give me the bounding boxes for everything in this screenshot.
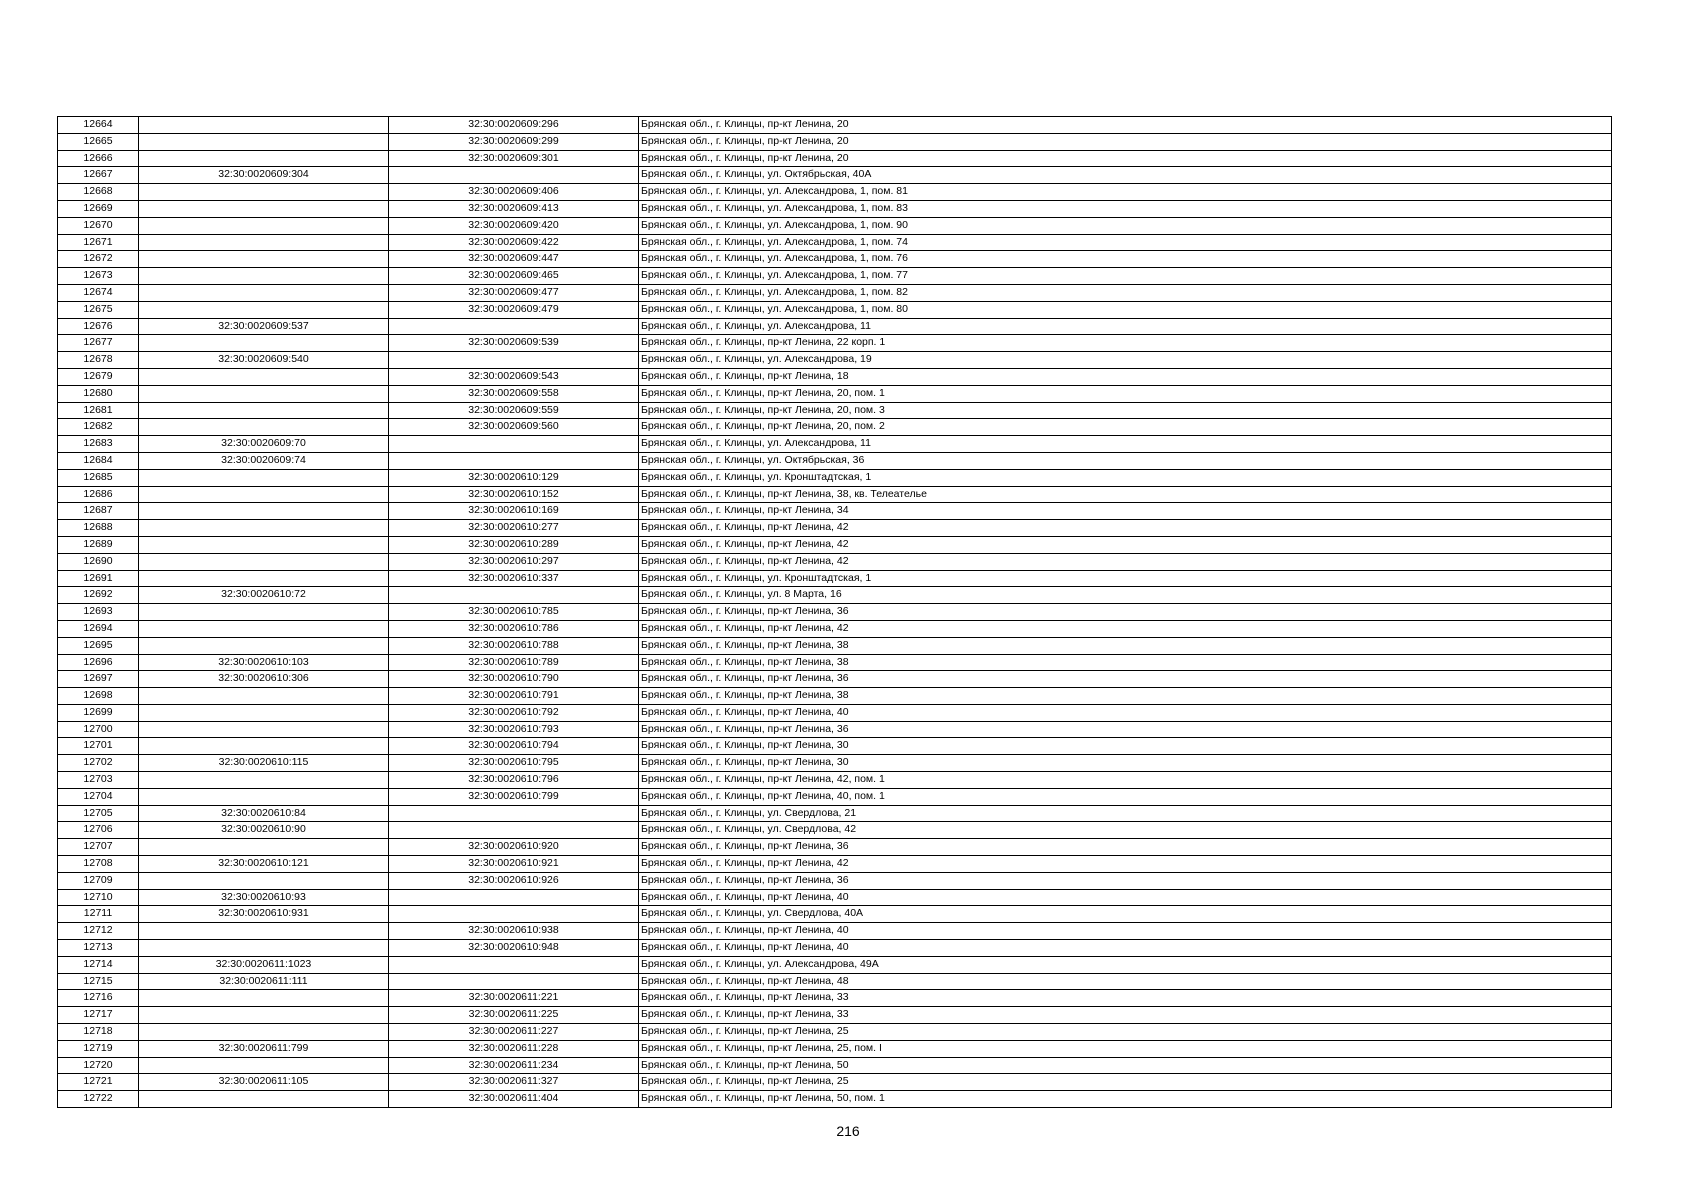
cadastral-number-cell: 32:30:0020610:121 [139,856,389,873]
cadastral-number-cell: 32:30:0020609:74 [139,452,389,469]
row-number-cell: 12679 [58,368,139,385]
related-cadastral-cell [389,318,639,335]
cadastral-number-cell [139,486,389,503]
table-row [58,352,1612,369]
table-row [58,1040,1612,1057]
row-number-cell: 12668 [58,184,139,201]
row-number-cell: 12688 [58,520,139,537]
address-cell: Брянская обл., г. Клинцы, пр-кт Ленина, 38 [639,688,1612,705]
related-cadastral-cell: 32:30:0020610:277 [389,520,639,537]
row-number-cell: 12689 [58,536,139,553]
address-cell: Брянская обл., г. Клинцы, пр-кт Ленина, 33 [639,1007,1612,1024]
address-cell: Брянская обл., г. Клинцы, пр-кт Ленина, 42 [639,620,1612,637]
related-cadastral-cell [389,352,639,369]
table-row [58,436,1612,453]
table-row [58,570,1612,587]
related-cadastral-cell: 32:30:0020609:465 [389,268,639,285]
address-cell: Брянская обл., г. Клинцы, пр-кт Ленина, 42, пом. 1 [639,772,1612,789]
cadastral-number-cell: 32:30:0020610:115 [139,755,389,772]
table-row [58,536,1612,553]
cadastral-number-cell [139,402,389,419]
table-row [58,335,1612,352]
row-number-cell: 12693 [58,604,139,621]
row-number-cell: 12665 [58,133,139,150]
table-row [58,553,1612,570]
address-cell: Брянская обл., г. Клинцы, пр-кт Ленина, 20, пом. 3 [639,402,1612,419]
address-cell: Брянская обл., г. Клинцы, пр-кт Ленина, 30 [639,755,1612,772]
table-row [58,788,1612,805]
row-number-cell: 12712 [58,923,139,940]
related-cadastral-cell: 32:30:0020609:559 [389,402,639,419]
related-cadastral-cell: 32:30:0020610:948 [389,940,639,957]
cadastral-number-cell: 32:30:0020610:103 [139,654,389,671]
address-cell: Брянская обл., г. Клинцы, ул. Александрова, 1, пом. 76 [639,251,1612,268]
address-cell: Брянская обл., г. Клинцы, пр-кт Ленина, 38 [639,654,1612,671]
table-row [58,688,1612,705]
cadastral-number-cell [139,923,389,940]
table-row [58,654,1612,671]
row-number-cell: 12721 [58,1074,139,1091]
table-row [58,889,1612,906]
address-cell: Брянская обл., г. Клинцы, пр-кт Ленина, 40 [639,704,1612,721]
address-cell: Брянская обл., г. Клинцы, ул. Свердлова, 42 [639,822,1612,839]
cadastral-number-cell [139,200,389,217]
cadastral-number-cell [139,872,389,889]
table-row [58,520,1612,537]
table-row [58,402,1612,419]
address-cell: Брянская обл., г. Клинцы, пр-кт Ленина, 36 [639,839,1612,856]
table-row [58,772,1612,789]
table-row [58,704,1612,721]
address-cell: Брянская обл., г. Клинцы, ул. Кронштадтская, 1 [639,469,1612,486]
address-cell: Брянская обл., г. Клинцы, пр-кт Ленина, 20 [639,117,1612,134]
table-row [58,150,1612,167]
related-cadastral-cell: 32:30:0020610:789 [389,654,639,671]
related-cadastral-cell: 32:30:0020609:560 [389,419,639,436]
table-row [58,368,1612,385]
related-cadastral-cell: 32:30:0020610:790 [389,671,639,688]
table-row [58,268,1612,285]
cadastral-table [57,116,1612,1108]
row-number-cell: 12678 [58,352,139,369]
table-row [58,1091,1612,1108]
table-row [58,671,1612,688]
table-row [58,956,1612,973]
table-row [58,486,1612,503]
table-row [58,1074,1612,1091]
address-cell: Брянская обл., г. Клинцы, пр-кт Ленина, 30 [639,738,1612,755]
row-number-cell: 12702 [58,755,139,772]
related-cadastral-cell: 32:30:0020610:921 [389,856,639,873]
row-number-cell: 12681 [58,402,139,419]
address-cell: Брянская обл., г. Клинцы, пр-кт Ленина, 38 [639,637,1612,654]
address-cell: Брянская обл., г. Клинцы, ул. Александрова, 11 [639,436,1612,453]
table-row [58,167,1612,184]
cadastral-number-cell: 32:30:0020610:90 [139,822,389,839]
row-number-cell: 12676 [58,318,139,335]
address-cell: Брянская обл., г. Клинцы, пр-кт Ленина, 40 [639,889,1612,906]
row-number-cell: 12717 [58,1007,139,1024]
table-row [58,872,1612,889]
table-row [58,839,1612,856]
related-cadastral-cell: 32:30:0020610:791 [389,688,639,705]
table-row [58,587,1612,604]
cadastral-number-cell [139,1091,389,1108]
row-number-cell: 12684 [58,452,139,469]
row-number-cell: 12718 [58,1024,139,1041]
cadastral-number-cell: 32:30:0020610:84 [139,805,389,822]
row-number-cell: 12698 [58,688,139,705]
table-row [58,251,1612,268]
related-cadastral-cell: 32:30:0020611:221 [389,990,639,1007]
cadastral-number-cell [139,1024,389,1041]
address-cell: Брянская обл., г. Клинцы, пр-кт Ленина, 42 [639,856,1612,873]
address-cell: Брянская обл., г. Клинцы, ул. Александрова, 1, пом. 81 [639,184,1612,201]
address-cell: Брянская обл., г. Клинцы, ул. Александрова, 1, пом. 82 [639,284,1612,301]
address-cell: Брянская обл., г. Клинцы, пр-кт Ленина, 40, пом. 1 [639,788,1612,805]
table-row [58,133,1612,150]
row-number-cell: 12697 [58,671,139,688]
cadastral-number-cell [139,570,389,587]
address-cell: Брянская обл., г. Клинцы, ул. Свердлова, 21 [639,805,1612,822]
related-cadastral-cell: 32:30:0020609:477 [389,284,639,301]
address-cell: Брянская обл., г. Клинцы, пр-кт Ленина, 50 [639,1057,1612,1074]
cadastral-number-cell [139,553,389,570]
row-number-cell: 12715 [58,973,139,990]
table-row [58,117,1612,134]
cadastral-number-cell [139,335,389,352]
address-cell: Брянская обл., г. Клинцы, ул. Александрова, 49А [639,956,1612,973]
table-row [58,284,1612,301]
table-row [58,1057,1612,1074]
related-cadastral-cell: 32:30:0020609:413 [389,200,639,217]
related-cadastral-cell: 32:30:0020610:792 [389,704,639,721]
cadastral-number-cell [139,503,389,520]
related-cadastral-cell [389,889,639,906]
address-cell: Брянская обл., г. Клинцы, ул. Александрова, 1, пом. 90 [639,217,1612,234]
related-cadastral-cell: 32:30:0020609:420 [389,217,639,234]
related-cadastral-cell: 32:30:0020611:225 [389,1007,639,1024]
related-cadastral-cell: 32:30:0020610:938 [389,923,639,940]
cadastral-number-cell [139,721,389,738]
row-number-cell: 12692 [58,587,139,604]
row-number-cell: 12706 [58,822,139,839]
related-cadastral-cell: 32:30:0020610:169 [389,503,639,520]
related-cadastral-cell [389,822,639,839]
address-cell: Брянская обл., г. Клинцы, ул. Октябрьская, 40А [639,167,1612,184]
row-number-cell: 12704 [58,788,139,805]
table-row [58,452,1612,469]
table-row [58,234,1612,251]
address-cell: Брянская обл., г. Клинцы, пр-кт Ленина, 36 [639,872,1612,889]
related-cadastral-cell: 32:30:0020611:234 [389,1057,639,1074]
cadastral-number-cell [139,150,389,167]
address-cell: Брянская обл., г. Клинцы, пр-кт Ленина, 42 [639,553,1612,570]
address-cell: Брянская обл., г. Клинцы, пр-кт Ленина, 36 [639,671,1612,688]
cadastral-number-cell: 32:30:0020610:931 [139,906,389,923]
cadastral-number-cell [139,604,389,621]
cadastral-number-cell: 32:30:0020610:72 [139,587,389,604]
address-cell: Брянская обл., г. Клинцы, пр-кт Ленина, 36 [639,604,1612,621]
row-number-cell: 12720 [58,1057,139,1074]
address-cell: Брянская обл., г. Клинцы, пр-кт Ленина, 18 [639,368,1612,385]
address-cell: Брянская обл., г. Клинцы, пр-кт Ленина, 20, пом. 1 [639,385,1612,402]
cadastral-number-cell [139,368,389,385]
address-cell: Брянская обл., г. Клинцы, пр-кт Ленина, 40 [639,940,1612,957]
cadastral-number-cell [139,788,389,805]
row-number-cell: 12687 [58,503,139,520]
address-cell: Брянская обл., г. Клинцы, ул. Александрова, 1, пом. 83 [639,200,1612,217]
table-row [58,604,1612,621]
row-number-cell: 12669 [58,200,139,217]
table-row [58,856,1612,873]
related-cadastral-cell: 32:30:0020611:404 [389,1091,639,1108]
cadastral-number-cell: 32:30:0020609:540 [139,352,389,369]
related-cadastral-cell: 32:30:0020609:296 [389,117,639,134]
address-cell: Брянская обл., г. Клинцы, пр-кт Ленина, 25 [639,1074,1612,1091]
row-number-cell: 12713 [58,940,139,957]
related-cadastral-cell: 32:30:0020610:794 [389,738,639,755]
row-number-cell: 12673 [58,268,139,285]
related-cadastral-cell [389,973,639,990]
related-cadastral-cell: 32:30:0020610:795 [389,755,639,772]
cadastral-number-cell [139,738,389,755]
table-row [58,1024,1612,1041]
address-cell: Брянская обл., г. Клинцы, пр-кт Ленина, 34 [639,503,1612,520]
row-number-cell: 12691 [58,570,139,587]
related-cadastral-cell: 32:30:0020610:129 [389,469,639,486]
related-cadastral-cell: 32:30:0020610:289 [389,536,639,553]
address-cell: Брянская обл., г. Клинцы, ул. 8 Марта, 16 [639,587,1612,604]
address-cell: Брянская обл., г. Клинцы, пр-кт Ленина, 25 [639,1024,1612,1041]
table-row [58,738,1612,755]
address-cell: Брянская обл., г. Клинцы, пр-кт Ленина, 20 [639,150,1612,167]
page-number: 216 [836,1123,860,1139]
cadastral-number-cell [139,419,389,436]
cadastral-number-cell [139,688,389,705]
row-number-cell: 12680 [58,385,139,402]
row-number-cell: 12710 [58,889,139,906]
row-number-cell: 12671 [58,234,139,251]
row-number-cell: 12685 [58,469,139,486]
related-cadastral-cell: 32:30:0020610:297 [389,553,639,570]
row-number-cell: 12670 [58,217,139,234]
address-cell: Брянская обл., г. Клинцы, пр-кт Ленина, 20 [639,133,1612,150]
address-cell: Брянская обл., г. Клинцы, ул. Александрова, 19 [639,352,1612,369]
cadastral-number-cell [139,839,389,856]
row-number-cell: 12674 [58,284,139,301]
table-row [58,990,1612,1007]
cadastral-number-cell [139,301,389,318]
cadastral-number-cell [139,772,389,789]
row-number-cell: 12683 [58,436,139,453]
related-cadastral-cell [389,587,639,604]
cadastral-number-cell [139,520,389,537]
cadastral-number-cell: 32:30:0020609:537 [139,318,389,335]
cadastral-number-cell: 32:30:0020609:70 [139,436,389,453]
cadastral-number-cell [139,217,389,234]
cadastral-number-cell [139,268,389,285]
related-cadastral-cell: 32:30:0020611:327 [389,1074,639,1091]
row-number-cell: 12701 [58,738,139,755]
row-number-cell: 12694 [58,620,139,637]
cadastral-number-cell [139,133,389,150]
table-row [58,469,1612,486]
related-cadastral-cell: 32:30:0020610:799 [389,788,639,805]
address-cell: Брянская обл., г. Клинцы, пр-кт Ленина, 38, кв. Телеателье [639,486,1612,503]
table-row [58,503,1612,520]
cadastral-number-cell [139,284,389,301]
related-cadastral-cell: 32:30:0020610:786 [389,620,639,637]
related-cadastral-cell [389,167,639,184]
table-row [58,301,1612,318]
address-cell: Брянская обл., г. Клинцы, ул. Александрова, 11 [639,318,1612,335]
address-cell: Брянская обл., г. Клинцы, пр-кт Ленина, 25, пом. I [639,1040,1612,1057]
related-cadastral-cell: 32:30:0020609:558 [389,385,639,402]
row-number-cell: 12666 [58,150,139,167]
cadastral-number-cell [139,1057,389,1074]
related-cadastral-cell: 32:30:0020610:926 [389,872,639,889]
address-cell: Брянская обл., г. Клинцы, пр-кт Ленина, 50, пом. 1 [639,1091,1612,1108]
row-number-cell: 12695 [58,637,139,654]
cadastral-number-cell [139,1007,389,1024]
cadastral-number-cell [139,990,389,1007]
cadastral-number-cell [139,536,389,553]
cadastral-number-cell [139,469,389,486]
related-cadastral-cell [389,452,639,469]
related-cadastral-cell: 32:30:0020609:539 [389,335,639,352]
table-row [58,184,1612,201]
address-cell: Брянская обл., г. Клинцы, пр-кт Ленина, 33 [639,990,1612,1007]
row-number-cell: 12707 [58,839,139,856]
row-number-cell: 12708 [58,856,139,873]
cadastral-number-cell: 32:30:0020610:93 [139,889,389,906]
table-row [58,923,1612,940]
related-cadastral-cell: 32:30:0020610:337 [389,570,639,587]
cadastral-number-cell: 32:30:0020611:799 [139,1040,389,1057]
row-number-cell: 12722 [58,1091,139,1108]
cadastral-number-cell: 32:30:0020611:111 [139,973,389,990]
cadastral-number-cell: 32:30:0020609:304 [139,167,389,184]
address-cell: Брянская обл., г. Клинцы, ул. Октябрьская, 36 [639,452,1612,469]
related-cadastral-cell [389,906,639,923]
cadastral-number-cell: 32:30:0020611:1023 [139,956,389,973]
row-number-cell: 12675 [58,301,139,318]
row-number-cell: 12667 [58,167,139,184]
address-cell: Брянская обл., г. Клинцы, ул. Кронштадтская, 1 [639,570,1612,587]
related-cadastral-cell: 32:30:0020611:228 [389,1040,639,1057]
address-cell: Брянская обл., г. Клинцы, пр-кт Ленина, 22 корп. 1 [639,335,1612,352]
row-number-cell: 12709 [58,872,139,889]
cadastral-number-cell [139,251,389,268]
related-cadastral-cell: 32:30:0020609:447 [389,251,639,268]
row-number-cell: 12700 [58,721,139,738]
table-row [58,318,1612,335]
cadastral-number-cell [139,637,389,654]
related-cadastral-cell: 32:30:0020611:227 [389,1024,639,1041]
row-number-cell: 12664 [58,117,139,134]
table-row [58,973,1612,990]
related-cadastral-cell: 32:30:0020609:301 [389,150,639,167]
table-row [58,906,1612,923]
row-number-cell: 12699 [58,704,139,721]
table-body [58,117,1612,1108]
table-row [58,822,1612,839]
related-cadastral-cell: 32:30:0020609:406 [389,184,639,201]
row-number-cell: 12696 [58,654,139,671]
related-cadastral-cell: 32:30:0020610:793 [389,721,639,738]
cadastral-number-cell: 32:30:0020610:306 [139,671,389,688]
related-cadastral-cell: 32:30:0020610:785 [389,604,639,621]
related-cadastral-cell: 32:30:0020610:796 [389,772,639,789]
table-row [58,637,1612,654]
related-cadastral-cell [389,956,639,973]
related-cadastral-cell: 32:30:0020610:788 [389,637,639,654]
row-number-cell: 12714 [58,956,139,973]
cadastral-number-cell [139,385,389,402]
related-cadastral-cell: 32:30:0020610:920 [389,839,639,856]
address-cell: Брянская обл., г. Клинцы, ул. Александрова, 1, пом. 80 [639,301,1612,318]
cadastral-number-cell [139,620,389,637]
related-cadastral-cell: 32:30:0020609:422 [389,234,639,251]
address-cell: Брянская обл., г. Клинцы, пр-кт Ленина, 48 [639,973,1612,990]
table-row [58,1007,1612,1024]
table-row [58,620,1612,637]
address-cell: Брянская обл., г. Клинцы, ул. Александрова, 1, пом. 77 [639,268,1612,285]
related-cadastral-cell [389,436,639,453]
row-number-cell: 12711 [58,906,139,923]
cadastral-number-cell: 32:30:0020611:105 [139,1074,389,1091]
row-number-cell: 12686 [58,486,139,503]
cadastral-number-cell [139,704,389,721]
row-number-cell: 12719 [58,1040,139,1057]
row-number-cell: 12705 [58,805,139,822]
row-number-cell: 12672 [58,251,139,268]
row-number-cell: 12682 [58,419,139,436]
cadastral-number-cell [139,940,389,957]
cadastral-number-cell [139,184,389,201]
table-row [58,419,1612,436]
row-number-cell: 12703 [58,772,139,789]
address-cell: Брянская обл., г. Клинцы, пр-кт Ленина, 36 [639,721,1612,738]
related-cadastral-cell: 32:30:0020609:543 [389,368,639,385]
cadastral-number-cell [139,234,389,251]
address-cell: Брянская обл., г. Клинцы, ул. Александрова, 1, пом. 74 [639,234,1612,251]
row-number-cell: 12690 [58,553,139,570]
address-cell: Брянская обл., г. Клинцы, пр-кт Ленина, 20, пом. 2 [639,419,1612,436]
table-row [58,200,1612,217]
table-row [58,805,1612,822]
table-row [58,755,1612,772]
related-cadastral-cell: 32:30:0020609:299 [389,133,639,150]
address-cell: Брянская обл., г. Клинцы, пр-кт Ленина, 40 [639,923,1612,940]
related-cadastral-cell: 32:30:0020610:152 [389,486,639,503]
table-row [58,385,1612,402]
row-number-cell: 12716 [58,990,139,1007]
address-cell: Брянская обл., г. Клинцы, пр-кт Ленина, 42 [639,536,1612,553]
related-cadastral-cell: 32:30:0020609:479 [389,301,639,318]
address-cell: Брянская обл., г. Клинцы, пр-кт Ленина, 42 [639,520,1612,537]
table-row [58,217,1612,234]
cadastral-number-cell [139,117,389,134]
table-row [58,721,1612,738]
related-cadastral-cell [389,805,639,822]
row-number-cell: 12677 [58,335,139,352]
table-row [58,940,1612,957]
address-cell: Брянская обл., г. Клинцы, ул. Свердлова, 40А [639,906,1612,923]
